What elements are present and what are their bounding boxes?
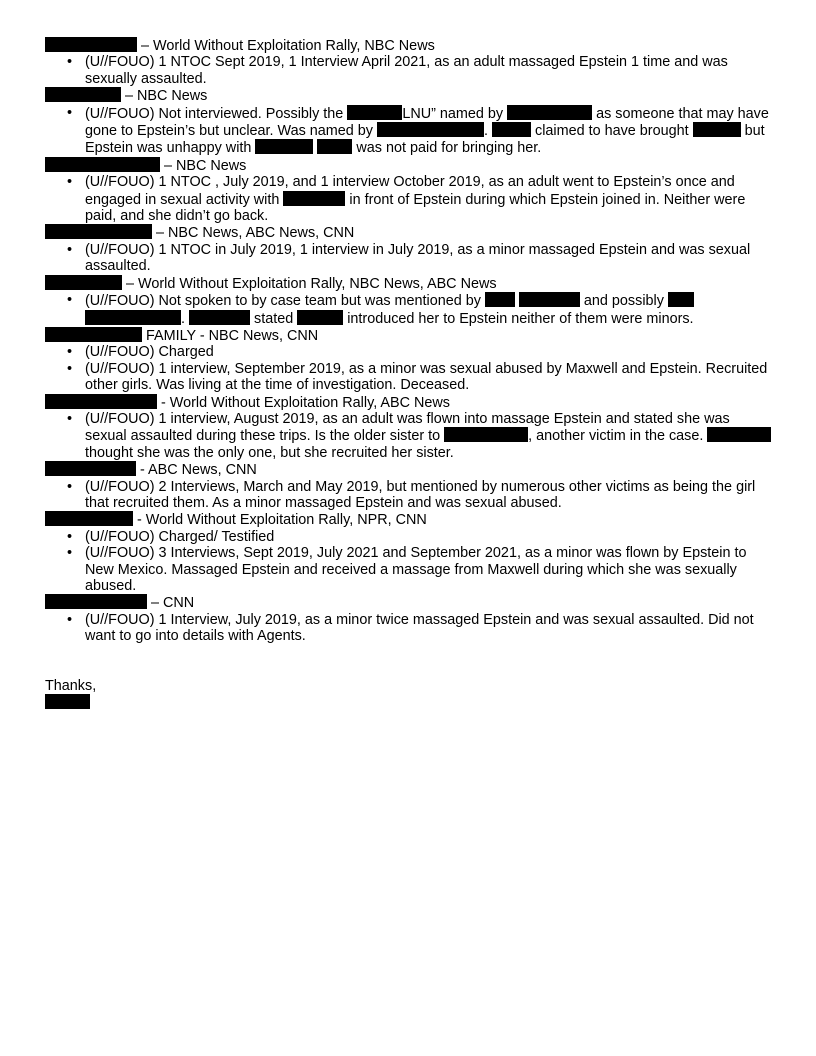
- detail-item: • (U//FOUO) 2 Interviews, March and May 2019, but mentioned by numerous other victims as being the girl that recruited them. As a minor massaged Epstein and was sexual abused.: [85, 479, 773, 512]
- detail-text: , another victim in the case.: [528, 428, 704, 445]
- media-sources: – World Without Exploitation Rally, NBC News: [141, 38, 435, 54]
- redaction-box: [492, 122, 531, 137]
- detail-text: introduced her to Epstein neither of them were minors.: [347, 310, 694, 327]
- detail-text: .: [484, 123, 488, 140]
- detail-text: thought she was the only one, but she recruited her sister.: [85, 444, 454, 461]
- entry-heading: [45, 224, 773, 241]
- detail-text: (U//FOUO) 1 interview, August 2019, as an adult was flown into massage Epstein and stated she was sexual assaulted during these trips. Is the older sister to: [85, 410, 730, 445]
- entry-details: [45, 411, 773, 461]
- entry-heading: [45, 157, 773, 174]
- detail-text: (U//FOUO) Not spoken to by case team but was mentioned by: [85, 293, 481, 310]
- redaction-box: [485, 292, 515, 307]
- entry-details: [45, 529, 773, 595]
- redaction-box: [347, 105, 402, 120]
- signature-block: [45, 678, 773, 712]
- redaction-box: [45, 394, 157, 409]
- redaction-box: [519, 292, 580, 307]
- detail-text: and possibly: [583, 293, 664, 310]
- media-sources: – NBC News: [164, 157, 247, 174]
- redaction-box: [707, 427, 771, 442]
- redaction-box: [297, 310, 343, 325]
- redaction-box: [45, 87, 121, 102]
- media-sources: - World Without Exploitation Rally, ABC News: [161, 394, 450, 411]
- redaction-box: [45, 461, 136, 476]
- detail-text: was not paid for bringing her.: [356, 140, 542, 157]
- media-sources: – NBC News: [125, 88, 208, 105]
- detail-item: [85, 105, 773, 157]
- detail-item: • (U//FOUO) Charged/ Testified: [85, 529, 773, 545]
- email-body: [45, 37, 773, 711]
- redaction-box: [85, 310, 181, 325]
- redaction-box: [693, 122, 741, 137]
- redaction-box: [377, 122, 484, 137]
- detail-text: stated: [254, 310, 294, 327]
- redaction-box: [507, 105, 592, 120]
- detail-text: in front of Epstein during which Epstein joined in. Neither were paid, and she didn’t go back.: [85, 191, 746, 225]
- detail-text: (U//FOUO) 1 NTOC , July 2019, and 1 interview October 2019, as an adult went to Epstein’s once and engaged in sexual activity with: [85, 174, 735, 208]
- detail-item: [85, 174, 773, 224]
- detail-text: (U//FOUO) Not interviewed. Possibly the: [85, 105, 344, 122]
- media-sources: – World Without Exploitation Rally, NBC News, ABC News: [126, 275, 497, 292]
- detail-item: • (U//FOUO) 1 NTOC Sept 2019, 1 Interview April 2021, as an adult massaged Epstein 1 time and was sexually assaulted.: [85, 54, 773, 87]
- detail-text: .: [181, 310, 185, 327]
- detail-item: • (U//FOUO) 1 NTOC in July 2019, 1 interview in July 2019, as a minor massaged Epstein and was sexual assaulted.: [85, 242, 773, 275]
- detail-item: • (U//FOUO) 3 Interviews, Sept 2019, July 2021 and September 2021, as a minor was flown by Epstein to New Mexico. Massaged Epstein and received a massage from Maxwell during which she was sexually abused.: [85, 545, 773, 594]
- entry-heading: [45, 394, 773, 411]
- media-sources: FAMILY - NBC News, CNN: [146, 327, 319, 344]
- redaction-box: [45, 594, 147, 609]
- redaction-box: [45, 275, 122, 290]
- detail-item: [85, 411, 773, 461]
- redacted-signature: [45, 694, 90, 709]
- redaction-box: [283, 191, 345, 206]
- redaction-box: [189, 310, 250, 325]
- detail-item: • (U//FOUO) 1 interview, September 2019, as a minor was sexual abused by Maxwell and Epstein. Recruited other girls. Was living at the time of investigation. Deceased.: [85, 361, 773, 394]
- entry-heading: [45, 87, 773, 104]
- entry-details: [45, 54, 773, 87]
- entry-heading: [45, 327, 773, 344]
- redaction-box: [45, 224, 152, 239]
- entry-heading: [45, 461, 773, 478]
- detail-text: claimed to have brought: [535, 123, 689, 140]
- detail-item: • (U//FOUO) 1 Interview, July 2019, as a minor twice massaged Epstein and was sexual assaulted. Did not want to go into details with Agents.: [85, 612, 773, 645]
- detail-item: [85, 292, 773, 327]
- entry-heading: [45, 594, 773, 611]
- detail-item: • (U//FOUO) Charged: [85, 344, 773, 360]
- redaction-box: [317, 139, 352, 154]
- entry-details: [45, 292, 773, 327]
- redaction-box: [45, 327, 142, 342]
- entry-details: [45, 612, 773, 645]
- entry-heading: [45, 275, 773, 292]
- detail-text: but Epstein was unhappy with: [85, 123, 765, 157]
- entry-details: [45, 479, 773, 512]
- entry-details: [45, 174, 773, 224]
- entry-heading: [45, 511, 773, 528]
- media-sources: - World Without Exploitation Rally, NPR, CNN: [137, 512, 427, 529]
- redaction-box: [444, 427, 528, 442]
- redaction-box: [45, 157, 160, 172]
- media-sources: - ABC News, CNN: [140, 462, 257, 479]
- entry-details: [45, 242, 773, 275]
- media-sources: – NBC News, ABC News, CNN: [156, 225, 355, 242]
- entry-heading: [45, 37, 773, 54]
- redaction-box: [45, 511, 133, 526]
- closing-text: Thanks,: [45, 677, 97, 694]
- entry-details: [45, 344, 773, 393]
- entry-details: [45, 105, 773, 157]
- detail-text: as someone that may have gone to Epstein’s but unclear. Was named by: [85, 105, 769, 140]
- detail-text: LNU” named by: [402, 105, 504, 122]
- redaction-box: [668, 292, 694, 307]
- redaction-box: [45, 37, 137, 52]
- redaction-box: [255, 139, 313, 154]
- media-sources: – CNN: [151, 595, 195, 612]
